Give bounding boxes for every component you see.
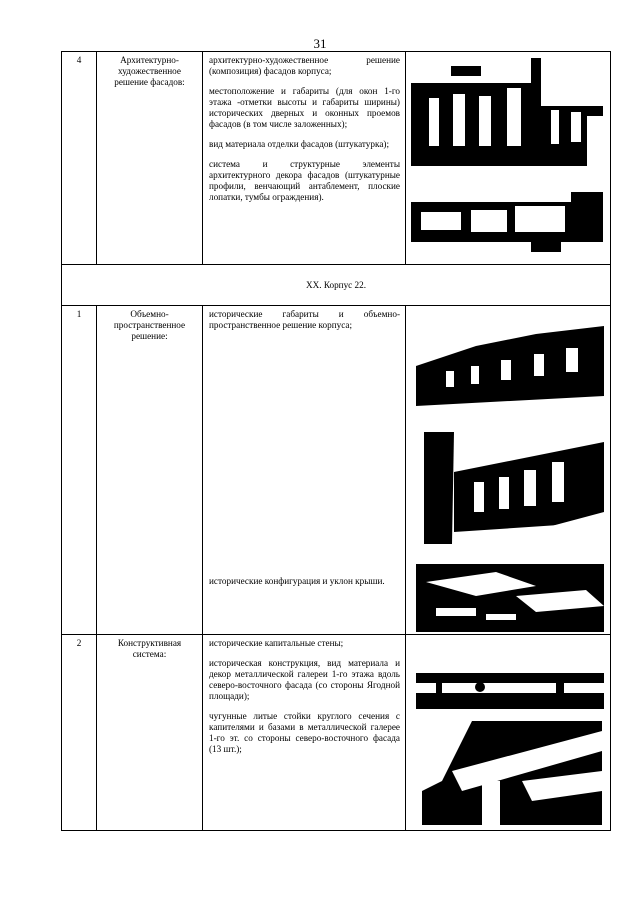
- table-row: [62, 635, 611, 831]
- row-title: Объемно-пространственное решение:: [97, 306, 203, 635]
- table-row: [62, 306, 611, 635]
- protected-elements-table: [61, 51, 611, 831]
- description-item: чугунные литые стойки круглого сечения с капителями и базами в металлической галерее 1-го эт. со стороны северо-восточного фасада (13 шт.);: [209, 711, 400, 754]
- page-number: 31: [313, 36, 327, 51]
- row-number: 2: [62, 635, 97, 831]
- row-description: [203, 52, 406, 265]
- row-title: Архитектурно-художественное решение фасадов:: [97, 52, 203, 265]
- photo-cell: [406, 635, 611, 831]
- description-item: исторические капитальные стены;: [209, 638, 344, 648]
- row-description: [203, 635, 406, 831]
- building-perspective-photo: [416, 326, 604, 418]
- row-title: Конструктивная система:: [97, 635, 203, 831]
- description-item: исторические габариты и объемно-пространственное решение корпуса;: [209, 309, 400, 330]
- corner-building-photo: [411, 182, 603, 260]
- photo-cell: [406, 52, 611, 265]
- gallery-photo: [416, 663, 604, 709]
- roof-view-photo: [416, 552, 604, 632]
- description-item: вид материала отделки фасадов (штукатурка);: [209, 139, 390, 149]
- row-number: 4: [62, 52, 97, 265]
- description-item: архитектурно-художественное решение (композиция) фасадов корпуса;: [209, 55, 400, 76]
- description-item: историческая конструкция, вид материала и декор металлической галереи 1-го этажа вдоль северо-восточного фасада (со стороны Ягодной площади);: [209, 658, 400, 701]
- row-number: 1: [62, 306, 97, 635]
- table-row: [62, 52, 611, 265]
- facade-photo: [411, 58, 603, 166]
- row-description: [203, 306, 406, 635]
- cast-iron-column-photo: [422, 721, 602, 825]
- section-title: XX. Корпус 22.: [62, 265, 611, 306]
- description-item: местоположение и габариты (для окон 1-го этажа -отметки высоты и габариты ширины) исторических дверных и оконных проемов фасадов (в том числе заложенных);: [209, 86, 400, 129]
- description-item: исторические конфигурация и уклон крыши.: [209, 576, 385, 586]
- building-street-photo: [424, 432, 604, 544]
- description-item: система и структурные элементы архитектурного декора фасадов (штукатурные профили, венчающий антаблемент, плоские лопатки, тумбы ограждения).: [209, 159, 400, 202]
- section-row: [62, 265, 611, 306]
- photo-cell: [406, 306, 611, 635]
